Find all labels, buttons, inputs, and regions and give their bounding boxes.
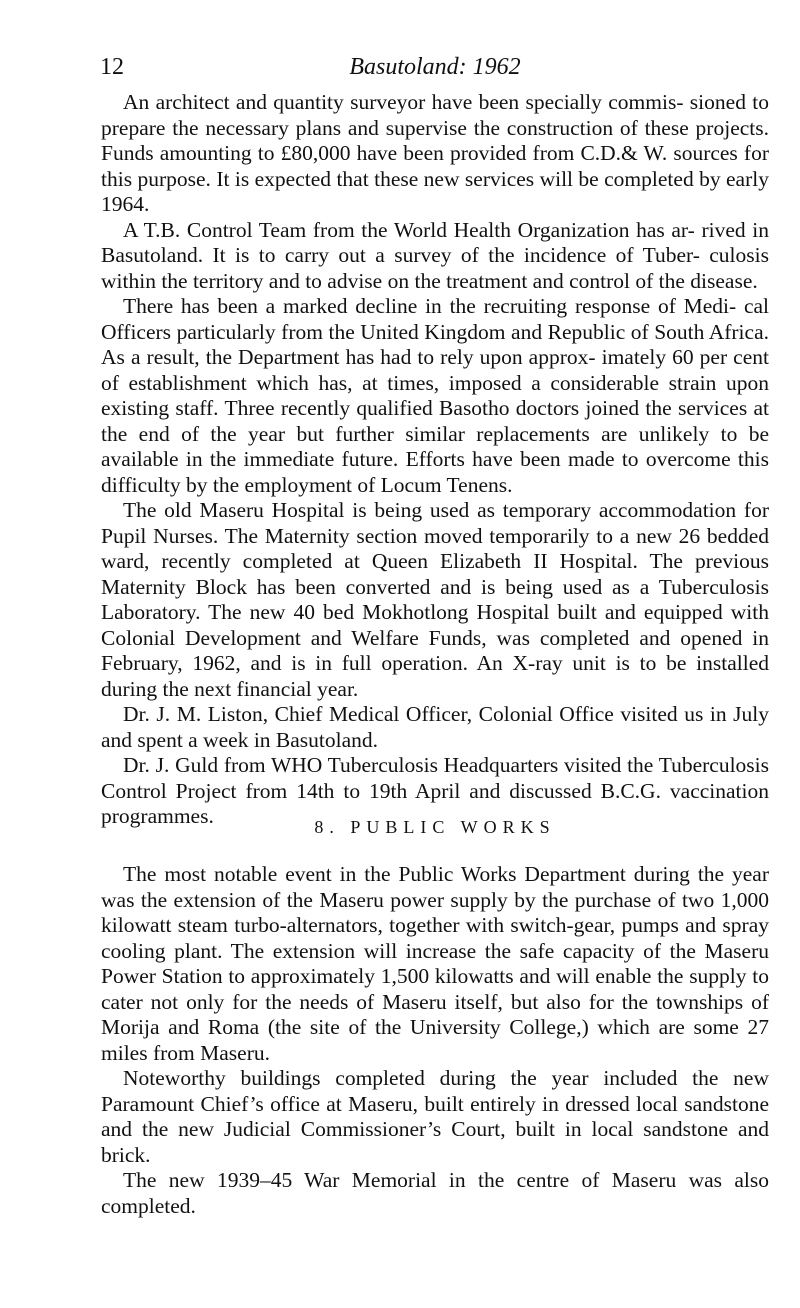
health-section-text: [101, 90, 769, 830]
page-number: 12: [100, 54, 124, 80]
section-heading-public-works: 8. PUBLIC WORKS: [314, 817, 556, 837]
paragraph: The new 1939–45 War Memorial in the centre of Maseru was also completed.: [101, 1168, 769, 1218]
paragraph: The most notable event in the Public Works Department during the year was the extension of the Maseru power supply by the purchase of two 1,000 kilowatt steam turbo-alternators, together with switch-gear, pumps and spray cooling plant. The extension will increase the safe capacity of the Maseru Power Station to approximately 1,500 kilowatts and will enable the supply to cater not only for the needs of Maseru itself, but also for the townships of Morija and Roma (the site of the University College,) which are some 27 miles from Maseru.: [101, 862, 769, 1065]
paragraph: An architect and quantity surveyor have been specially commis- sioned to prepare the necessary plans and supervise the construction of these projects. Funds amounting to £80,000 have been provided from C.D.& W. sources for this purpose. It is expected that these new services will be completed by early 1964.: [101, 90, 769, 216]
running-title: Basutoland: 1962: [349, 54, 521, 80]
paragraph: Dr. J. M. Liston, Chief Medical Officer, Colonial Office visited us in July and spent a week in Basutoland.: [101, 702, 769, 752]
paragraph: There has been a marked decline in the recruiting response of Medi- cal Officers particularly from the United Kingdom and Republic of South Africa. As a result, the Department has had to rely upon approx- imately 60 per cent of establishment which has, at times, imposed a considerable strain upon existing staff. Three recently qualified Basotho doctors joined the services at the end of the year but further similar replacements are unlikely to be available in the immediate future. Efforts have been made to overcome this difficulty by the employment of Locum Tenens.: [101, 294, 769, 497]
page-header: [100, 50, 770, 84]
paragraph: A T.B. Control Team from the World Health Organization has ar- rived in Basutoland. It is to carry out a survey of the incidence of Tuber- culosis within the territory and to advise on the treatment and control of the disease.: [101, 217, 769, 293]
paragraph: Dr. J. Guld from WHO Tuberculosis Headquarters visited the Tuberculosis Control Project from 14th to 19th April and discussed B.C.G. vaccination programmes.: [101, 753, 769, 828]
public-works-section-text: [101, 862, 769, 1219]
paragraph: The old Maseru Hospital is being used as temporary accommodation for Pupil Nurses. The Maternity section moved temporarily to a new 26 bedded ward, recently completed at Queen Elizabeth II Hospital. The previous Maternity Block has been converted and is being used as a Tuberculosis Laboratory. The new 40 bed Mokhotlong Hospital built and equipped with Colonial Development and Welfare Funds, was completed and opened in February, 1962, and is in full operation. An X-ray unit is to be installed during the next financial year.: [101, 498, 769, 701]
paragraph: Noteworthy buildings completed during the year included the new Paramount Chief’s office at Maseru, built entirely in dressed local sandstone and the new Judicial Commissioner’s Court, built in local sandstone and brick.: [101, 1066, 769, 1167]
